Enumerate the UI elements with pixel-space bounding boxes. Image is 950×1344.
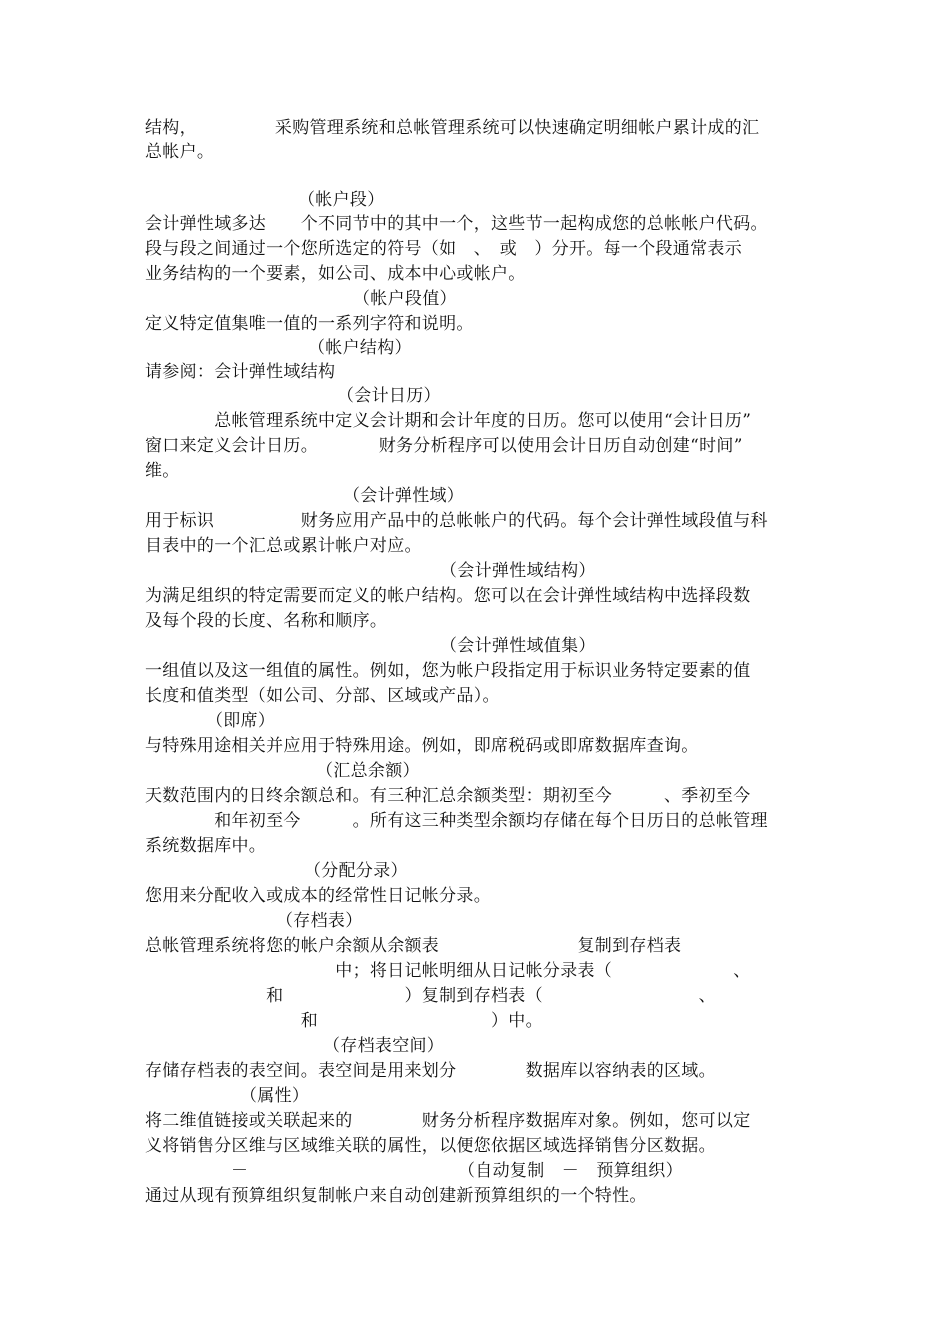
definition-line: 会计弹性域多达 个不同节中的其中一个，这些节一起构成您的总帐帐户代码。 (145, 214, 768, 234)
term-heading: （帐户结构） (308, 338, 412, 358)
term-heading: （帐户段） (298, 190, 385, 210)
definition-line: 总帐管理系统将您的帐户余额从余额表 复制到存档表 (145, 936, 682, 956)
term-heading: （存档表） (276, 911, 363, 931)
term-heading: （帐户段值） (353, 289, 457, 309)
definition-line: 通过从现有预算组织复制帐户来自动创建新预算组织的一个特性。 (145, 1186, 647, 1206)
term-heading: （即席） (206, 711, 276, 731)
definition-line: 维。 (145, 461, 180, 481)
definition-line: 义将销售分区维与区域维关联的属性，以便您依据区域选择销售分区数据。 (145, 1136, 716, 1156)
definition-line: 目表中的一个汇总或累计帐户对应。 (145, 536, 422, 556)
intro-line-2: 总帐户。 (145, 142, 215, 162)
definition-line: 业务结构的一个要素，如公司、成本中心或帐户。 (145, 264, 526, 284)
definition-line: 系统数据库中。 (145, 836, 267, 856)
definition-line: 一组值以及这一组值的属性。例如，您为帐户段指定用于标识业务特定要素的值 (145, 661, 751, 681)
definition-line: 和 ）中。 (145, 1011, 543, 1031)
term-heading: （会计弹性域值集） (440, 636, 596, 656)
definition-line: 与特殊用途相关并应用于特殊用途。例如，即席税码或即席数据库查询。 (145, 736, 699, 756)
term-heading: （会计弹性域结构） (440, 561, 596, 581)
definition-line: 您用来分配收入或成本的经常性日记帐分录。 (145, 886, 491, 906)
definition-line: 和 ）复制到存档表（ 、 (145, 986, 716, 1006)
dash-separator: － (231, 1161, 249, 1181)
term-heading: （汇总余额） (316, 761, 420, 781)
definition-line: 为满足组织的特定需要而定义的帐户结构。您可以在会计弹性域结构中选择段数 (145, 586, 751, 606)
definition-line: 将二维值链接或关联起来的 财务分析程序数据库对象。例如，您可以定 (145, 1111, 751, 1131)
term-heading: （会计弹性域） (343, 486, 465, 506)
definition-line: 长度和值类型（如公司、分部、区域或产品）。 (145, 686, 500, 706)
term-heading: （属性） (240, 1086, 310, 1106)
definition-line: 总帐管理系统中定义会计期和会计年度的日历。您可以使用“会计日历” (145, 411, 752, 431)
intro-line-1: 结构， 采购管理系统和总帐管理系统可以快速确定明细帐户累计成的汇 (145, 118, 760, 138)
term-heading: （会计日历） (337, 386, 441, 406)
definition-line: 请参阅：会计弹性域结构 (145, 362, 336, 382)
term-heading: （分配分录） (304, 861, 408, 881)
definition-line: 定义特定值集唯一值的一系列字符和说明。 (145, 314, 474, 334)
definition-line: 用于标识 财务应用产品中的总帐帐户的代码。每个会计弹性域段值与科 (145, 511, 768, 531)
definition-line: 窗口来定义会计日历。 财务分析程序可以使用会计日历自动创建“时间” (145, 436, 743, 456)
definition-line: 中；将日记帐明细从日记帐分录表（ 、 (145, 961, 751, 981)
term-heading: （存档表空间） (323, 1036, 445, 1056)
definition-line: 天数范围内的日终余额总和。有三种汇总余额类型：期初至今 、季初至今 (145, 786, 751, 806)
definition-line: 和年初至今 。所有这三种类型余额均存储在每个日历日的总帐管理 (145, 811, 768, 831)
definition-line: 段与段之间通过一个您所选定的符号（如 、 或 ）分开。每一个段通常表示 (145, 239, 742, 259)
term-heading: （自动复制 － 预算组织） (458, 1161, 683, 1181)
definition-line: 及每个段的长度、名称和顺序。 (145, 611, 388, 631)
definition-line: 存储存档表的表空间。表空间是用来划分 数据库以容纳表的区域。 (145, 1061, 716, 1081)
